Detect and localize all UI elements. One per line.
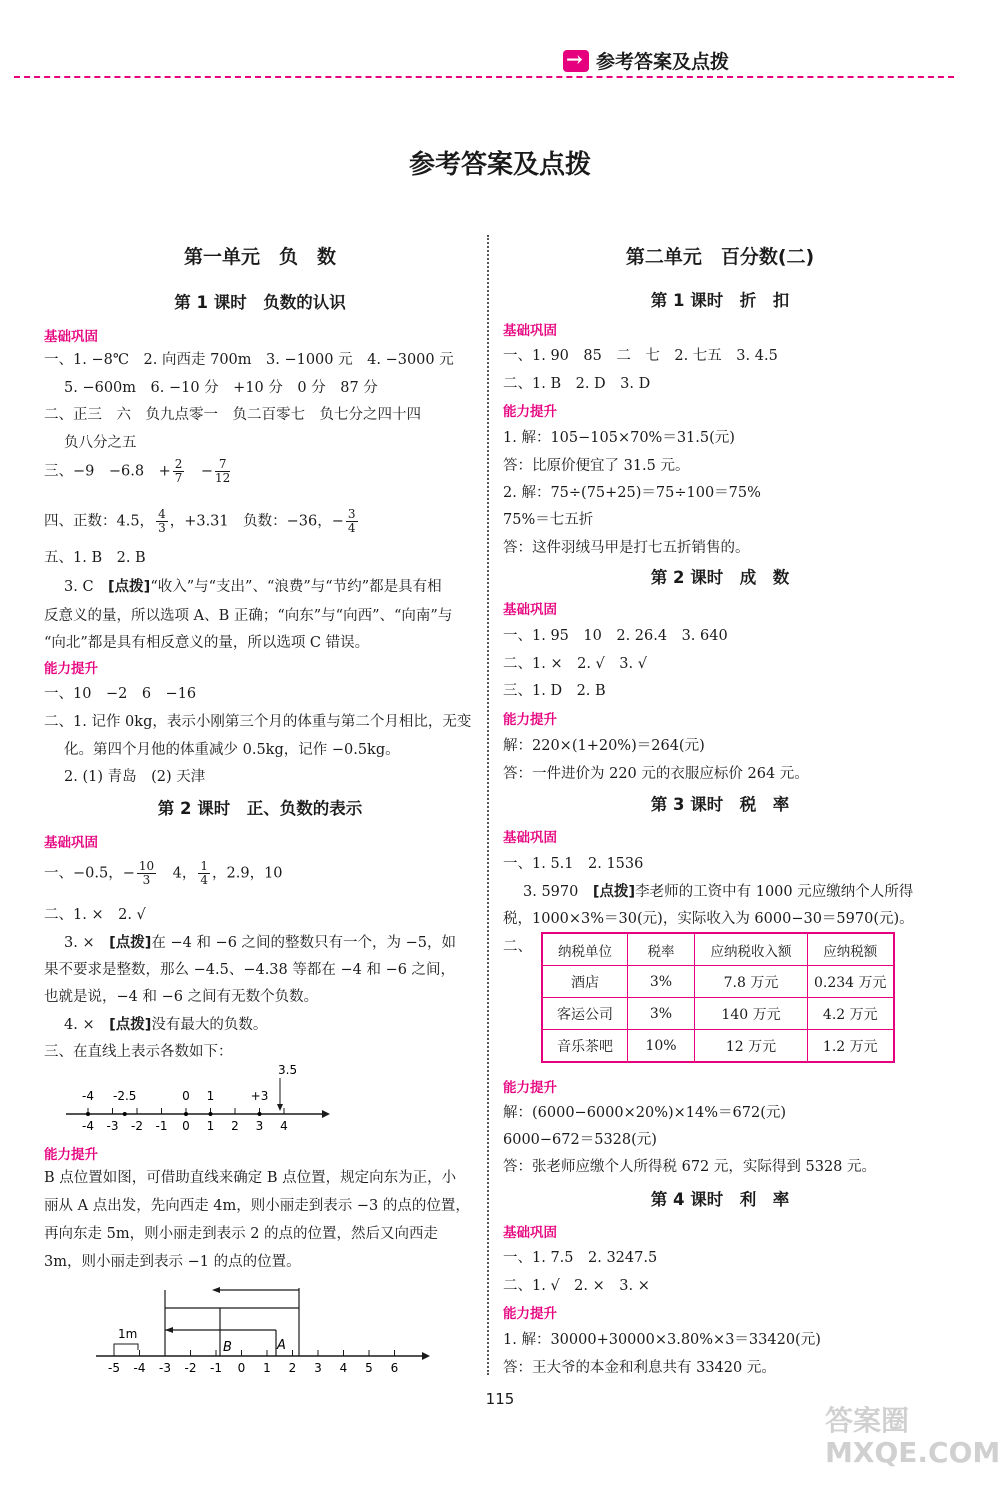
answer-line: “向北”都是具有相反意义的量，所以选项 C 错误。 [44, 635, 370, 651]
table-cell: 7.8 万元 [695, 966, 808, 998]
unit-title-right: 第二单元 百分数(二) [625, 246, 815, 268]
lesson-title: 第 3 课时 税 率 [650, 795, 790, 814]
point-mark [184, 1112, 188, 1116]
answer-line: 一、1. 90 85 二 七 2. 七五 3. 4.5 [503, 348, 778, 364]
tick-label: 1 [206, 1089, 215, 1103]
section-label: 基础巩固 [44, 329, 98, 345]
numerator: 10 [138, 859, 155, 873]
answer-line: 三、1. D 2. B [503, 683, 606, 699]
answer-text: “收入”与“支出”、“浪费”与“节约”都是具有相 [150, 579, 442, 595]
answer-line: 答：一件进价为 220 元的衣服应标价 264 元。 [503, 766, 809, 782]
denominator: 4 [200, 873, 209, 887]
section-label: 能力提升 [503, 1080, 557, 1096]
answer-line: 解：(6000−6000×20%)×14%＝672(元) [503, 1105, 787, 1121]
tick-label: +3 [250, 1089, 269, 1103]
answer-text: ，+3.31 负数：−36，− [169, 513, 344, 530]
section-label: 基础巩固 [503, 1225, 557, 1241]
table-row [542, 966, 894, 998]
tick-label: -4 [82, 1089, 94, 1103]
table-cell: 12 万元 [695, 1030, 808, 1063]
answer-line: 二、1. × 2. √ [44, 907, 146, 923]
fraction [137, 860, 156, 887]
arrow-head [212, 1287, 220, 1293]
section-label: 基础巩固 [503, 830, 557, 846]
answer-line: 也就是说，−4 和 −6 之间有无数个负数。 [44, 989, 319, 1005]
tick-label: 5 [365, 1361, 373, 1375]
answer-line: 税，1000×3%＝30(元)，实际收入为 6000−30＝5970(元)。 [503, 911, 914, 927]
arrow-head [165, 1327, 173, 1333]
table-cell: 0.234 万元 [808, 966, 894, 998]
point-label-b: B [223, 1340, 232, 1355]
answer-line: 二、1. B 2. D 3. D [503, 376, 651, 392]
point-mark [209, 1112, 213, 1116]
fraction [346, 508, 358, 535]
numerator: 7 [215, 458, 230, 472]
table-cell: 1.2 万元 [808, 1030, 894, 1063]
lesson-title: 第 1 课时 负数的认识 [174, 293, 346, 312]
column-divider [487, 235, 489, 1375]
tax-table [541, 932, 895, 1063]
denominator: 7 [174, 471, 183, 485]
answer-line: 二、1. 记作 0kg，表示小刚第三个月的体重与第二个月相比，无变 [44, 714, 472, 730]
answer-line: 一、10 −2 6 −16 [44, 686, 197, 702]
lesson-title: 第 1 课时 折 扣 [650, 291, 790, 310]
answer-line: 解：220×(1+20%)＝264(元) [503, 738, 705, 754]
table-cell: 3% [628, 998, 695, 1030]
tick-label: -2.5 [113, 1089, 137, 1103]
answer-line: 一、1. 95 10 2. 26.4 3. 640 [503, 628, 728, 644]
answer-line: 2. (1) 青岛 (2) 天津 [64, 769, 206, 785]
answer-line: 6000−672＝5328(元) [503, 1132, 657, 1148]
hint-tag: [点拨] [109, 1017, 152, 1033]
table-cell: 3% [628, 966, 695, 998]
answer-line: 丽从 A 点出发，先向西走 4m，则小丽走到表示 −3 的点的位置， [44, 1198, 470, 1214]
table-cell: 客运公司 [542, 998, 628, 1030]
answer-text: 3. C [64, 579, 109, 595]
table-header: 纳税单位 [542, 933, 628, 966]
tick-label: 1 [263, 1361, 271, 1375]
denominator: 12 [215, 471, 231, 485]
hint-tag: [点拨] [592, 884, 636, 900]
section-label: 能力提升 [503, 712, 557, 728]
page-title: 参考答案及点拨 [408, 150, 591, 180]
answer-line: 反意义的量，所以选项 A、B 正确；“向东”与“向西”、“向南”与 [44, 608, 453, 624]
arrow-right-icon [563, 50, 589, 72]
answer-line: 2. 解：75÷(75+25)＝75÷100＝75% [503, 485, 761, 501]
answer-line: 一、1. −8℃ 2. 向西走 700m 3. −1000 元 4. −3000 元 [44, 352, 454, 368]
point-mark [123, 1112, 127, 1116]
tick-label: -4 [133, 1361, 146, 1375]
watermark [825, 1405, 1000, 1469]
answer-line [64, 931, 456, 952]
answer-line: 二、正三 六 负九点零一 负二百零七 负七分之四十四 [44, 407, 421, 423]
table-header: 应纳税收入额 [695, 933, 808, 966]
hint-tag: [点拨] [108, 579, 151, 595]
tick-label: 3.5 [278, 1063, 298, 1077]
tick-label: -2 [184, 1361, 197, 1375]
section-label: 能力提升 [503, 1306, 557, 1322]
table-header: 税率 [628, 933, 695, 966]
point-label-a: A [277, 1338, 286, 1353]
section-label: 能力提升 [503, 404, 557, 420]
answer-text: 3. × [64, 935, 110, 951]
answer-line: 再向东走 5m，则小丽走到表示 2 的点的位置，然后又向西走 [44, 1226, 439, 1242]
answer-text: 没有最大的负数。 [151, 1017, 268, 1033]
table-row [542, 998, 894, 1030]
lesson-title: 第 2 课时 正、负数的表示 [157, 799, 363, 818]
watermark-line: 答案圈 [825, 1404, 910, 1437]
tick-label: -4 [82, 1119, 94, 1133]
section-label: 能力提升 [44, 661, 98, 677]
tick-label: 0 [182, 1089, 190, 1103]
tick-label: 4 [339, 1361, 348, 1375]
answer-line: 二、1. √ 2. × 3. × [503, 1278, 650, 1294]
section-label: 基础巩固 [44, 835, 98, 851]
answer-line: 一、1. 7.5 2. 3247.5 [503, 1250, 658, 1266]
numerator: 2 [174, 457, 183, 471]
header-divider [14, 76, 954, 78]
axis-arrow [322, 1110, 330, 1118]
lesson-title: 第 2 课时 成 数 [650, 568, 790, 587]
point-mark [258, 1112, 262, 1116]
unit-brace [114, 1344, 138, 1350]
fraction [156, 508, 168, 535]
header-label: 参考答案及点拨 [596, 51, 730, 73]
answer-line: 果不要求是整数，那么 −4.5、−4.38 等都在 −4 和 −6 之间， [44, 962, 456, 978]
answer-line: 负八分之五 [64, 435, 137, 451]
fraction [173, 458, 185, 485]
numerator: 1 [200, 859, 209, 873]
number-line-1 [60, 1062, 330, 1136]
answer-line: 三、在直线上表示各数如下： [44, 1044, 233, 1060]
answer-line: 3m，则小丽走到表示 −1 的点的位置。 [44, 1254, 301, 1270]
answer-line: 5. −600m 6. −10 分 +10 分 0 分 87 分 [64, 380, 378, 396]
answer-text: ，2.9，10 [212, 865, 283, 882]
answer-line: 答：这件羽绒马甲是打七五折销售的。 [503, 540, 750, 556]
fraction [215, 458, 230, 485]
answer-text: 三、−9 −6.8 + [44, 463, 171, 480]
fraction [198, 860, 210, 887]
answer-line [523, 880, 913, 901]
answer-text: 四、正数：4.5， [44, 513, 155, 530]
answer-text: − [200, 463, 214, 480]
answer-line [64, 1013, 267, 1034]
answer-line: 1. 解：30000+30000×3.80%×3＝33420(元) [503, 1332, 821, 1348]
table-cell: 4.2 万元 [808, 998, 894, 1030]
tick-label: -5 [108, 1361, 120, 1375]
numerator: 3 [347, 507, 356, 521]
answer-line: 二、 [503, 939, 532, 955]
watermark-line: MXQE.COM [825, 1436, 1000, 1469]
answer-line: 一、1. 5.1 2. 1536 [503, 856, 644, 872]
tick-label: 4 [280, 1119, 288, 1133]
tick-label: 6 [390, 1361, 399, 1375]
answer-text: 4. × [64, 1017, 110, 1033]
answer-line: 75%＝七五折 [503, 512, 594, 528]
hint-tag: [点拨] [109, 935, 152, 951]
answer-line [44, 860, 283, 887]
answer-line [44, 508, 360, 535]
tick-label: 2 [231, 1119, 239, 1133]
table-row [542, 1030, 894, 1063]
number-line-2 [92, 1280, 432, 1380]
table-header-row [542, 933, 894, 966]
section-label: 基础巩固 [503, 602, 557, 618]
lesson-title: 第 4 课时 利 率 [650, 1190, 790, 1209]
table-cell: 酒店 [542, 966, 628, 998]
answer-text: 一、−0.5，− [44, 865, 135, 882]
unit-label: 1m [118, 1327, 138, 1341]
table-cell: 10% [628, 1030, 695, 1063]
answer-text: 3. 5970 [523, 884, 593, 900]
answer-text: 4， [158, 865, 197, 882]
tick-label: 3 [255, 1119, 264, 1133]
denominator: 4 [347, 521, 356, 535]
answer-line: 1. 解：105−105×70%＝31.5(元) [503, 430, 735, 446]
tick-label: 3 [314, 1361, 322, 1375]
page-number: 115 [485, 1390, 515, 1408]
arrow-head [277, 1104, 283, 1111]
table-cell: 140 万元 [695, 998, 808, 1030]
answer-line [64, 575, 442, 596]
table-header: 应纳税额 [808, 933, 894, 966]
tick-label: -1 [210, 1361, 222, 1375]
answer-line: 答：张老师应缴个人所得税 672 元，实际得到 5328 元。 [503, 1159, 877, 1175]
unit-title-left: 第一单元 负 数 [183, 246, 336, 268]
answer-line: 答：比原价便宜了 31.5 元。 [503, 458, 690, 474]
tick-label: 1 [206, 1119, 215, 1133]
tick-label: 2 [288, 1361, 297, 1375]
denominator: 3 [158, 521, 166, 535]
section-label: 能力提升 [44, 1147, 98, 1163]
section-label: 基础巩固 [503, 323, 557, 339]
tick-label: -1 [155, 1119, 168, 1133]
point-mark [86, 1112, 90, 1116]
answer-line: 二、1. × 2. √ 3. √ [503, 656, 647, 672]
answer-line: B 点位置如图，可借助直线来确定 B 点位置，规定向东为正，小 [44, 1170, 457, 1186]
tick-label: -3 [106, 1119, 119, 1133]
tick-label: 0 [237, 1361, 246, 1375]
answer-line: 化。第四个月他的体重减少 0.5kg，记作 −0.5kg。 [64, 742, 400, 758]
answer-text: 在 −4 和 −6 之间的整数只有一个，为 −5，如 [151, 935, 457, 951]
axis-arrow [422, 1352, 430, 1360]
answer-line [44, 458, 232, 485]
answer-line: 五、1. B 2. B [44, 550, 146, 566]
tick-label: -2 [131, 1119, 143, 1133]
tick-label: -3 [159, 1361, 171, 1375]
tick-label: 0 [182, 1119, 190, 1133]
numerator: 4 [158, 507, 166, 521]
answer-text: 李老师的工资中有 1000 元应缴纳个人所得 [635, 884, 914, 900]
table-cell: 音乐茶吧 [542, 1030, 628, 1063]
answer-line: 答：王大爷的本金和利息共有 33420 元。 [503, 1360, 776, 1376]
denominator: 3 [142, 873, 151, 887]
